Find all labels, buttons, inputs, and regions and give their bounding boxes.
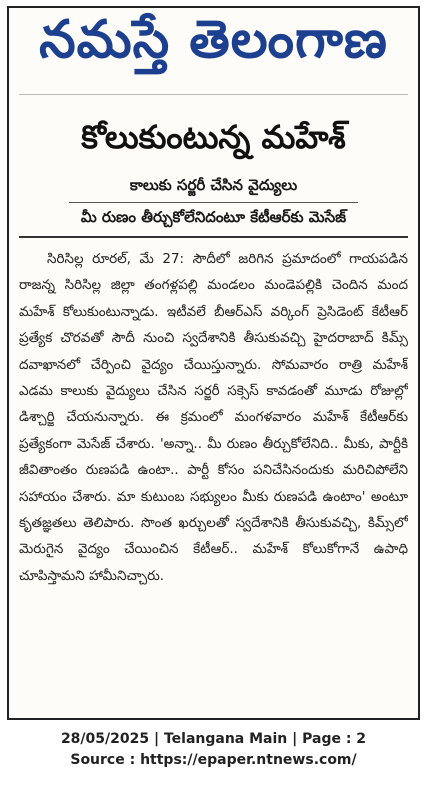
article-subheading-2: మీ రుణం తీర్చుకోలేనిదంటూ కేటీఆర్‌కు మెసేజ్ <box>80 208 347 226</box>
newspaper-masthead: నమస్తే తెలంగాణ <box>39 9 388 70</box>
body-divider <box>19 236 408 238</box>
article-body: సిరిసిల్ల రూరల్, మే 27: సౌదీలో జరిగిన ప్రమాదంలో గాయపడిన రాజన్న సిరిసిల్ల జిల్లా తంగళ్లపల్లి మండలం మండెపల్లికి చెందిన మంద మహేశ్ కోలుకుంటున్నాడు. ఇటీవలే బీఆర్‌ఎస్ వర్కింగ్ ప్రెసిడెంట్ కేటీఆర్ ప్రత్యేక చొరవతో సౌదీ నుంచి స్వదేశానికి తీసుకువచ్చి హైదరాబాద్ కిమ్స్ దవాఖానలో చేర్పించి వైద్యం చేయిస్తున్నారు. సోమవారం రాత్రి మహేశ్ ఎడమ కాలుకు వైద్యులు చేసిన సర్జరీ సక్సెస్ కావడంతో మూడు రోజుల్లో డిశ్చార్జి చేయనున్నారు. ఈ క్రమంలో మంగళవారం మహేశ్ కేటీఆర్‌కు ప్రత్యేకంగా మెసేజ్ చేశారు. 'అన్నా.. మీ రుణం తీర్చుకోలేనిది.. మీకు, పార్టీకి జీవితాంతం రుణపడి ఉంటా.. పార్టీ కోసం పనిచేసినందుకు మరిచిపోలేని సహాయం చేశారు. మా కుటుంబ సభ్యులం మీకు రుణపడి ఉంటాం' అంటూ కృతజ్ఞతలు తెలిపారు. సొంత ఖర్చులతో స్వదేశానికి తీసుకువచ్చి, కిమ్స్‌లో మెరుగైన వైద్యం చేయించిన కేటీఆర్.. మహేశ్ కోలుకోగానే ఉపాధి చూపిస్తామని హామీనిచ్చారు. <box>19 251 408 584</box>
clipping-date-info: 28/05/2025 | Telangana Main | Page : 2 <box>60 731 367 747</box>
subheading-divider <box>69 202 358 203</box>
news-clipping <box>7 6 420 720</box>
clipping-source-url: Source : https://epaper.ntnews.com/ <box>70 752 357 768</box>
masthead-divider <box>19 94 408 95</box>
article-headline: కోలుకుంటున్న మహేశ్ <box>81 118 346 156</box>
article-subheading-1: కాలుకు సర్జరీ చేసిన వైద్యులు <box>129 176 298 194</box>
